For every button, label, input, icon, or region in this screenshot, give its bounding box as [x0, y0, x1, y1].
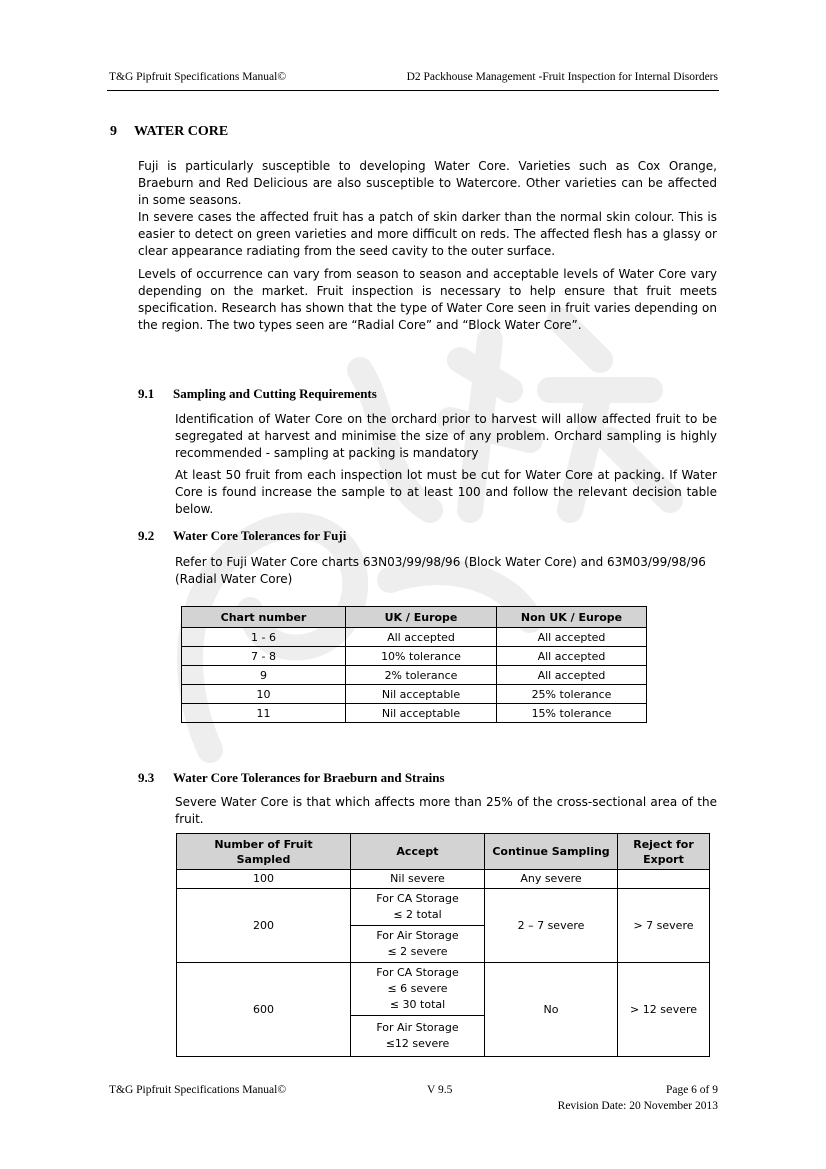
table-cell: 600 — [177, 963, 351, 1057]
header-left: T&G Pipfruit Specifications Manual© — [109, 71, 287, 83]
fuji-paragraph-line-1: Refer to Fuji Water Core charts 63N03/99/98/96 (Block Water Core) and 63M03/99/98/96 — [175, 555, 706, 569]
header-right: D2 Packhouse Management -Fruit Inspection for Internal Disorders — [406, 71, 718, 83]
fuji-paragraph — [175, 554, 735, 588]
table-cell: 11 — [182, 704, 346, 723]
subsection-title: Sampling and Cutting Requirements — [173, 386, 377, 401]
table-cell: 7 - 8 — [182, 647, 346, 666]
column-header: Accept — [351, 834, 485, 870]
footer-revision-date: Revision Date: 20 November 2013 — [557, 1100, 718, 1112]
table-header-row — [177, 834, 710, 870]
table-cell: 2% tolerance — [346, 666, 497, 685]
subsection-number: 9.2 — [138, 528, 155, 543]
table-cell-air-storage — [351, 1016, 485, 1057]
cell-line: ≤ 30 total — [389, 998, 446, 1011]
section-heading — [110, 124, 228, 140]
cell-line: For CA Storage — [376, 892, 459, 905]
table-row — [177, 889, 710, 926]
table-row — [177, 870, 710, 889]
table-cell: All accepted — [497, 628, 647, 647]
table-row — [182, 647, 647, 666]
column-header: Non UK / Europe — [497, 607, 647, 628]
table-cell: Nil acceptable — [346, 685, 497, 704]
subsection-title: Water Core Tolerances for Braeburn and Strains — [173, 770, 445, 785]
subsection-heading-9-3 — [138, 770, 445, 786]
fuji-paragraph-line-2: (Radial Water Core) — [175, 572, 293, 586]
table-row — [177, 963, 710, 1016]
table-cell: All accepted — [497, 666, 647, 685]
section-paragraph-2: In severe cases the affected fruit has a patch of skin darker than the normal skin colour. This is easier to detect on green varieties and more difficult on reds. The affected flesh has a glassy or clear appearance radiating from the seed cavity to the outer surface. — [138, 210, 717, 258]
table-cell-ca-storage — [351, 889, 485, 926]
column-header: UK / Europe — [346, 607, 497, 628]
cell-line: ≤ 2 total — [393, 908, 442, 921]
cell-line: ≤12 severe — [385, 1037, 450, 1050]
column-header: Chart number — [182, 607, 346, 628]
table-cell: Any severe — [485, 870, 618, 889]
table-cell-ca-storage — [351, 963, 485, 1016]
table-row — [182, 666, 647, 685]
table-cell: 9 — [182, 666, 346, 685]
table-cell: All accepted — [346, 628, 497, 647]
table-row — [182, 704, 647, 723]
section-number: 9 — [110, 124, 117, 139]
footer-left: T&G Pipfruit Specifications Manual© — [109, 1084, 287, 1096]
table-cell: > 12 severe — [618, 963, 710, 1057]
table-cell: Nil severe — [351, 870, 485, 889]
footer-page-number: Page 6 of 9 — [665, 1084, 718, 1096]
table-cell: 200 — [177, 889, 351, 963]
section-paragraph-1: Fuji is particularly susceptible to developing Water Core. Varieties such as Cox Orange, Braeburn and Red Delicious are also susceptible to Watercore. Other varieties can be affected in some seasons. — [138, 159, 717, 207]
section-title: WATER CORE — [134, 124, 229, 139]
subsection-heading-9-2 — [138, 528, 346, 544]
table-cell: Nil acceptable — [346, 704, 497, 723]
column-header: Continue Sampling — [485, 834, 618, 870]
cell-line: For CA Storage — [376, 966, 459, 979]
subsection-number: 9.1 — [138, 386, 155, 401]
header-rule — [107, 90, 719, 91]
column-header: Number of Fruit Sampled — [177, 834, 351, 870]
cell-line: ≤ 2 severe — [387, 945, 448, 958]
table-cell: > 7 severe — [618, 889, 710, 963]
fuji-tolerance-table — [181, 606, 647, 723]
sampling-paragraph-1: Identification of Water Core on the orchard prior to harvest will allow affected fruit to be segregated at harvest and minimise the size of any problem. Orchard sampling is highly recommended - sampling at packing is mandatory — [175, 412, 717, 460]
table-row — [182, 685, 647, 704]
sampling-paragraph-2: At least 50 fruit from each inspection lot must be cut for Water Core at packing. If Water Core is found increase the sample to at least 100 and follow the relevant decision table below. — [175, 468, 717, 516]
table-cell: 100 — [177, 870, 351, 889]
table-cell: 10 — [182, 685, 346, 704]
cell-line: ≤ 6 severe — [387, 982, 448, 995]
table-cell: 25% tolerance — [497, 685, 647, 704]
table-cell: No — [485, 963, 618, 1057]
subsection-number: 9.3 — [138, 770, 155, 785]
section-paragraph-3: Levels of occurrence can vary from season to season and acceptable levels of Water Core vary depending on the market. Fruit inspection is necessary to help ensure that fruit meets specification. Research has shown that the type of Water Core seen in fruit varies depending on the region. The two types seen are “Radial Core” and “Block Water Core”. — [138, 267, 717, 332]
braeburn-tolerance-table — [176, 833, 710, 1057]
table-row — [182, 628, 647, 647]
table-cell-air-storage — [351, 926, 485, 963]
braeburn-paragraph: Severe Water Core is that which affects more than 25% of the cross-sectional area of the fruit. — [175, 795, 717, 826]
footer-version: V 9.5 — [427, 1084, 453, 1096]
cell-line: For Air Storage — [376, 1021, 459, 1034]
table-cell — [618, 870, 710, 889]
table-cell: 2 – 7 severe — [485, 889, 618, 963]
table-cell: 10% tolerance — [346, 647, 497, 666]
table-cell: 1 - 6 — [182, 628, 346, 647]
subsection-title: Water Core Tolerances for Fuji — [173, 528, 347, 543]
table-header-row — [182, 607, 647, 628]
subsection-heading-9-1 — [138, 386, 377, 402]
table-cell: 15% tolerance — [497, 704, 647, 723]
column-header: Reject for Export — [618, 834, 710, 870]
cell-line: For Air Storage — [376, 929, 459, 942]
table-cell: All accepted — [497, 647, 647, 666]
